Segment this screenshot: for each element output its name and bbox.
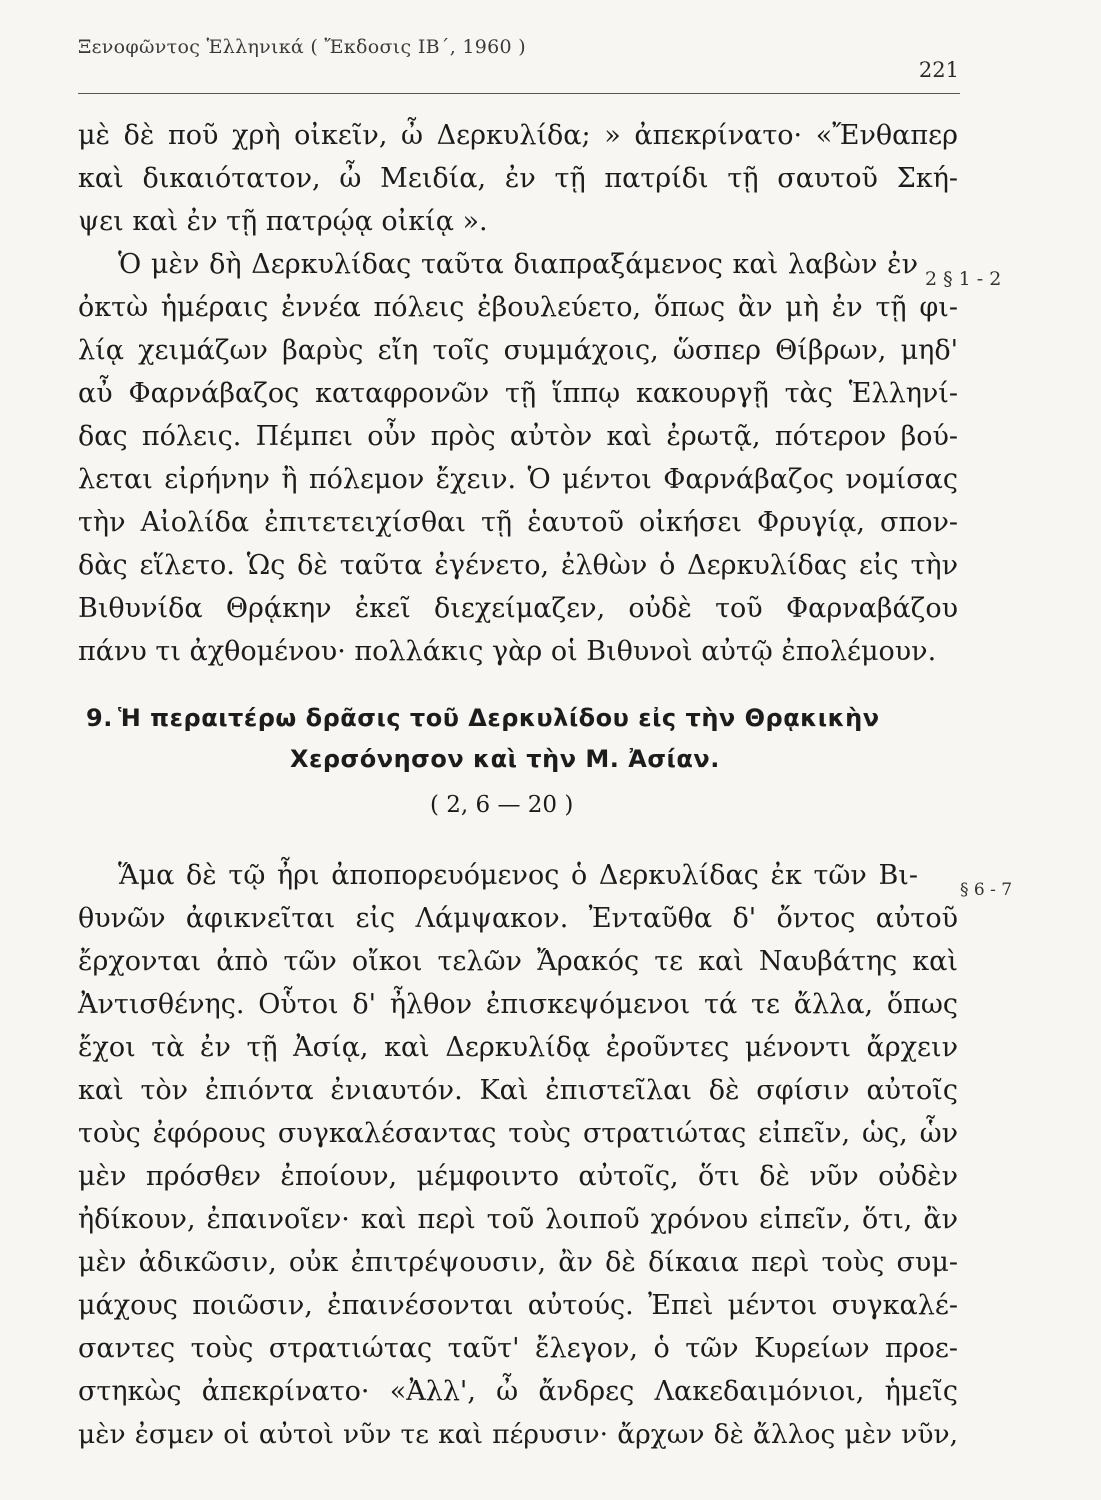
text-line: ἔχοι τὰ ἐν τῇ Ἀσίᾳ, καὶ Δερκυλίδᾳ ἐροῦντες μένοντι ἄρχειν [78,1032,958,1063]
text-line: μὲ δὲ ποῦ χρὴ οἰκεῖν, ὦ Δερκυλίδα; » ἀπεκρίνατο· «Ἔνθαπερ [78,120,958,151]
text-line: λίᾳ χειμάζων βαρὺς εἴη τοῖς συμμάχοις, ὥσπερ Θίβρων, μηδ' [78,335,958,366]
text-line: αὖ Φαρνάβαζος καταφρονῶν τῇ ἵππῳ κακουργῇ τὰς Ἑλληνί- [78,378,958,409]
page-number: 221 [918,58,959,82]
header-rule [78,93,960,94]
margin-note: § 6 - 7 [960,880,1013,900]
text-line: καὶ τὸν ἐπιόντα ἐνιαυτόν. Καὶ ἐπιστεῖλαι δὲ σφίσιν αὐτοῖς [78,1075,958,1106]
section-reference: ( 2, 6 — 20 ) [430,792,574,818]
text-line: Ἀντισθένης. Οὗτοι δ' ἦλθον ἐπισκεψόμενοι τά τε ἄλλα, ὅπως [78,989,958,1020]
text-line: Ὁ μὲν δὴ Δερκυλίδας ταῦτα διαπραξάμενος καὶ λαβὼν ἐν [118,249,918,280]
text-line: πάνυ τι ἀχθομένου· πολλάκις γὰρ οἱ Βιθυνοὶ αὐτῷ ἐπολέμουν. [78,636,937,667]
text-line: μὲν πρόσθεν ἐποίουν, μέμφοιντο αὐτοῖς, ὅτι δὲ νῦν οὐδὲν [78,1161,958,1192]
text-line: τὴν Αἰολίδα ἐπιτετειχίσθαι τῇ ἑαυτοῦ οἰκήσει Φρυγίᾳ, σπον- [78,507,958,538]
running-title: Ξενοφῶντος Ἑλληνικά ( Ἔκδοσις ΙΒ΄, 1960 ) [78,36,526,58]
text-line: μὲν ἐσμεν οἱ αὐτοὶ νῦν τε καὶ πέρυσιν· ἄρχων δὲ ἄλλος μὲν νῦν, [78,1419,958,1450]
text-line: ψει καὶ ἐν τῇ πατρῴᾳ οἰκίᾳ ». [78,206,488,237]
text-line: θυνῶν ἀφικνεῖται εἰς Λάμψακον. Ἐνταῦθα δ' ὄντος αὐτοῦ [78,903,958,934]
text-line: μὲν ἀδικῶσιν, οὐκ ἐπιτρέψουσιν, ἂν δὲ δίκαια περὶ τοὺς συμ- [78,1247,958,1278]
text-line: μάχους ποιῶσιν, ἐπαινέσονται αὐτούς. Ἐπεὶ μέντοι συγκαλέ- [78,1290,958,1321]
text-line: στηκὼς ἀπεκρίνατο· «Ἀλλ', ὦ ἄνδρες Λακεδαιμόνιοι, ἡμεῖς [78,1376,958,1407]
section-number: 9. [86,704,113,732]
text-line: Βιθυνίδα Θρᾴκην ἐκεῖ διεχείμαζεν, οὐδὲ τοῦ Φαρναβάζου [78,593,958,624]
section-title-line1: Ἡ περαιτέρω δρᾶσις τοῦ Δερκυλίδου εἰς τὴν Θρᾳκικὴν [118,704,880,732]
text-line: ὀκτὼ ἡμέραις ἐννέα πόλεις ἐβουλεύετο, ὅπως ἂν μὴ ἐν τῇ φι- [78,292,958,323]
text-line: ἠδίκουν, ἐπαινοῖεν· καὶ περὶ τοῦ λοιποῦ χρόνου εἰπεῖν, ὅτι, ἂν [78,1204,958,1235]
text-line: ἔρχονται ἀπὸ τῶν οἴκοι τελῶν Ἄρακός τε καὶ Ναυβάτης καὶ [78,946,958,977]
text-line: τοὺς ἐφόρους συγκαλέσαντας τοὺς στρατιώτας εἰπεῖν, ὡς, ὧν [78,1118,958,1149]
text-line: δὰς εἵλετο. Ὡς δὲ ταῦτα ἐγένετο, ἐλθὼν ὁ Δερκυλίδας εἰς τὴν [78,550,958,581]
text-line: δας πόλεις. Πέμπει οὖν πρὸς αὐτὸν καὶ ἐρωτᾷ, πότερον βού- [78,421,958,452]
text-line: σαντες τοὺς στρατιώτας ταῦτ' ἔλεγον, ὁ τῶν Κυρείων προε- [78,1333,958,1364]
text-line: λεται εἰρήνην ἢ πόλεμον ἔχειν. Ὁ μέντοι Φαρνάβαζος νομίσας [78,464,958,495]
text-line: καὶ δικαιότατον, ὦ Μειδία, ἐν τῇ πατρίδι τῇ σαυτοῦ Σκή- [78,163,958,194]
text-line: Ἅμα δὲ τῷ ἦρι ἀποπορευόμενος ὁ Δερκυλίδας ἐκ τῶν Βι- [118,860,918,891]
section-title-line2: Χερσόνησον καὶ τὴν Μ. Ἀσίαν. [290,745,720,773]
margin-note: 2 § 1 - 2 [925,268,1002,290]
